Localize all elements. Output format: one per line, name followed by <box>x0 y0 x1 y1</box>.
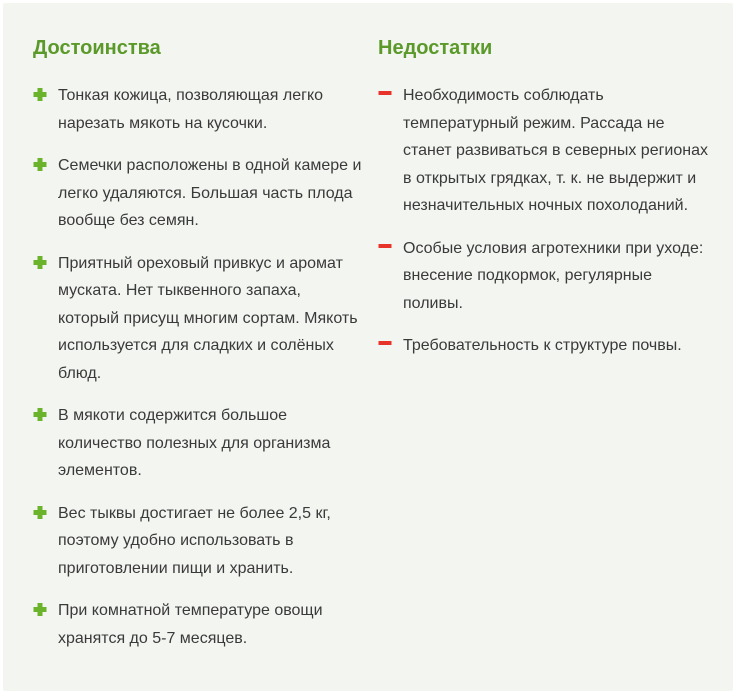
con-item <box>378 332 708 360</box>
con-item <box>378 82 708 220</box>
plus-icon <box>33 500 47 527</box>
con-item <box>378 235 708 318</box>
pro-item-text: При комнатной температуре овощи хранятся до 5-7 месяцев. <box>58 602 323 647</box>
pro-item-text: Тонкая кожица, позволяющая легко нарезать мякоть на кусочки. <box>58 87 324 132</box>
pro-item-text: В мякоти содержится большое количество полезных для организма элементов. <box>58 407 331 479</box>
plus-icon <box>33 152 47 179</box>
plus-icon <box>33 402 47 429</box>
minus-icon <box>378 235 392 262</box>
pros-column <box>33 36 363 667</box>
pros-list <box>33 82 363 652</box>
pro-item <box>33 152 363 235</box>
minus-icon <box>378 82 392 109</box>
cons-column <box>378 36 708 375</box>
cons-list <box>378 82 708 360</box>
plus-icon <box>33 250 47 277</box>
con-item-text: Особые условия агротехники при уходе: внесение подкормок, регулярные поливы. <box>403 239 704 312</box>
pro-item-text: Приятный ореховый привкус и аромат муската. Нет тыквенного запаха, который присущ многим сортам. Мякоть используется для сладких и солёных блюд. <box>58 254 358 382</box>
plus-icon <box>33 82 47 109</box>
con-item-text: Требовательность к структуре почвы. <box>403 337 682 354</box>
pro-item-text: Вес тыквы достигает не более 2,5 кг, поэтому удобно использовать в приготовлении пищи и хранить. <box>58 504 331 577</box>
pro-item <box>33 82 363 137</box>
cons-heading: Недостатки <box>378 37 493 59</box>
plus-icon <box>33 597 47 624</box>
pros-heading: Достоинства <box>33 37 161 59</box>
pro-item <box>33 250 363 388</box>
con-item-text: Необходимость соблюдать температурный режим. Рассада не станет развиваться в северных регионах в открытых грядках, т. к. не выдержит и незначительных ночных похолоданий. <box>403 87 708 214</box>
pro-item <box>33 500 363 583</box>
pro-item-text: Семечки расположены в одной камере и легко удаляются. Большая часть плода вообще без семян. <box>58 157 362 229</box>
pro-item <box>33 597 363 652</box>
pro-item <box>33 402 363 485</box>
pros-cons-panel <box>3 3 733 691</box>
minus-icon <box>378 332 392 359</box>
